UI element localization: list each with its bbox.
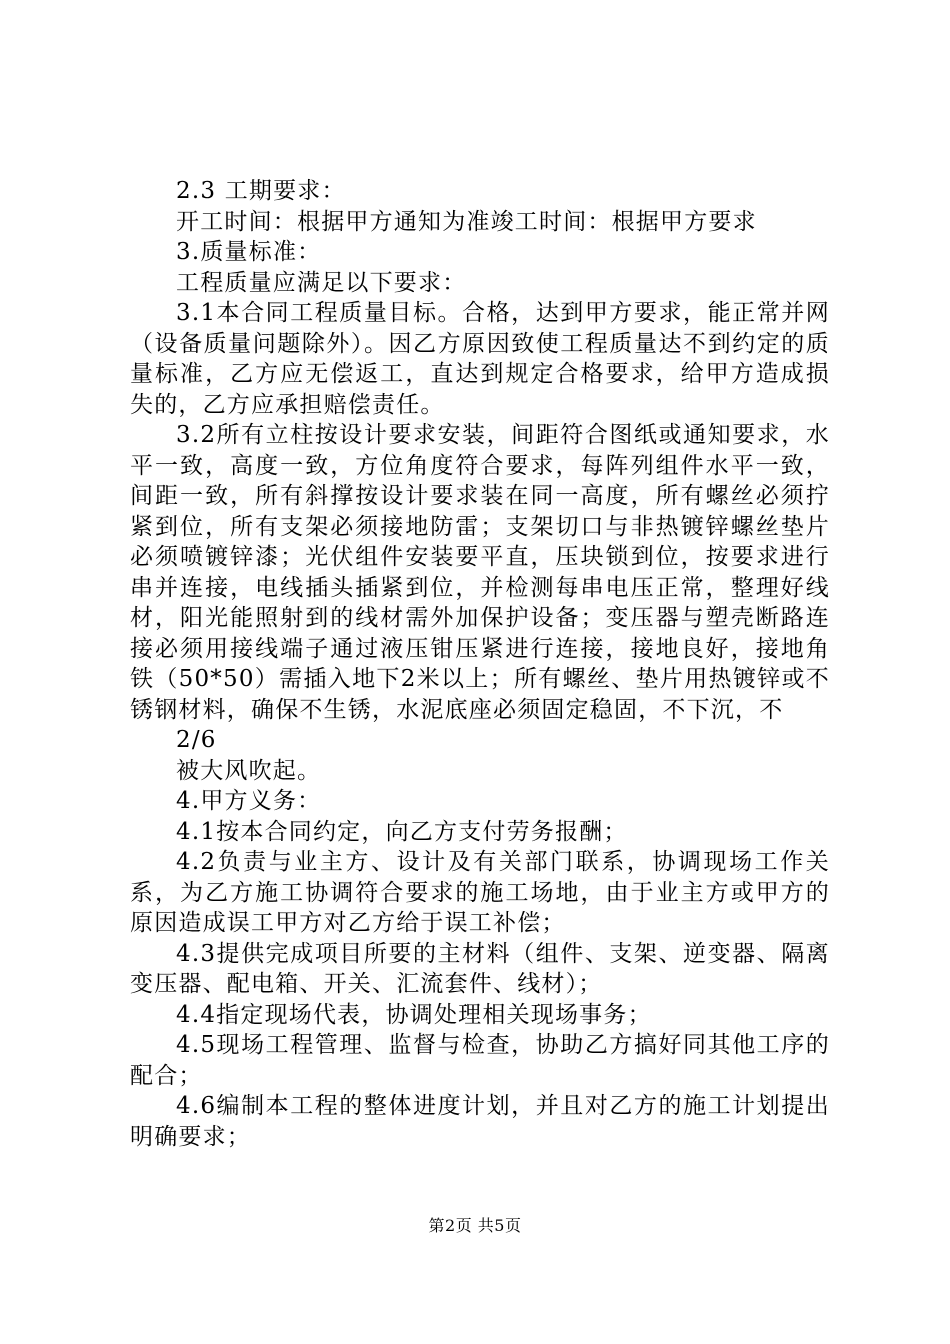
document-body: [130, 176, 830, 1152]
paragraph-4-6: 4.6编制本工程的整体进度计划，并且对乙方的施工计划提出明确要求；: [130, 1093, 830, 1150]
paragraph-schedule-heading: 2.3 工期要求：: [176, 178, 346, 204]
paragraph-3-2: 3.2所有立柱按设计要求安装，间距符合图纸或通知要求，水平一致，高度一致，方位角度符合要求，每阵列组件水平一致，间距一致，所有斜撑按设计要求装在同一高度，所有螺丝必须拧紧到位，所有支架必须接地防雷；支架切口与非热镀锌螺丝垫片必须喷镀锌漆；光伏组件安装要平直，压块锁到位，按要求进行串并连接，电线插头插紧到位，并检测每串电压正常，整理好线材，阳光能照射到的线材需外加保护设备；变压器与塑壳断路连接必须用接线端子通过液压钳压紧进行连接，接地良好，接地角铁（50*50）需插入地下2米以上；所有螺丝、垫片用热镀锌或不锈钢材料，确保不生锈，水泥底座必须固定稳固，不下沉，不: [130, 422, 830, 723]
paragraph-continuation: 被大风吹起。: [176, 757, 322, 784]
paragraph-4-3: 4.3提供完成项目所要的主材料（组件、支架、逆变器、隔离变压器、配电箱、开关、汇流套件、线材）；: [130, 940, 830, 997]
paragraph-4-5: 4.5现场工程管理、监督与检查，协助乙方搞好同其他工序的配合；: [130, 1032, 830, 1089]
paragraph-4-4: 4.4指定现场代表，协调处理相关现场事务；: [176, 1001, 652, 1028]
paragraph-4-2: 4.2负责与业主方、设计及有关部门联系，协调现场工作关系，为乙方施工协调符合要求的施工场地，由于业主方或甲方的原因造成误工甲方对乙方给于误工补偿；: [130, 849, 830, 936]
paragraph-3-1: 3.1本合同工程质量目标。合格，达到甲方要求，能正常并网（设备质量问题除外）。因乙方原因致使工程质量达不到约定的质量标准，乙方应无偿返工，直达到规定合格要求，给甲方造成损失的，乙方应承担赔偿责任。: [130, 300, 830, 418]
page-footer: 第2页 共5页: [428, 1216, 522, 1235]
paragraph-4-1: 4.1按本合同约定，向乙方支付劳务报酬；: [176, 818, 628, 845]
paragraph-start-end-time: 开工时间：根据甲方通知为准竣工时间：根据甲方要求: [176, 208, 757, 235]
paragraph-party-a-heading: 4.甲方义务：: [176, 788, 322, 814]
paragraph-quality-intro: 工程质量应满足以下要求：: [176, 269, 467, 296]
paragraph-quality-heading: 3.质量标准：: [176, 239, 322, 265]
inline-page-marker: 2/6: [176, 727, 217, 753]
